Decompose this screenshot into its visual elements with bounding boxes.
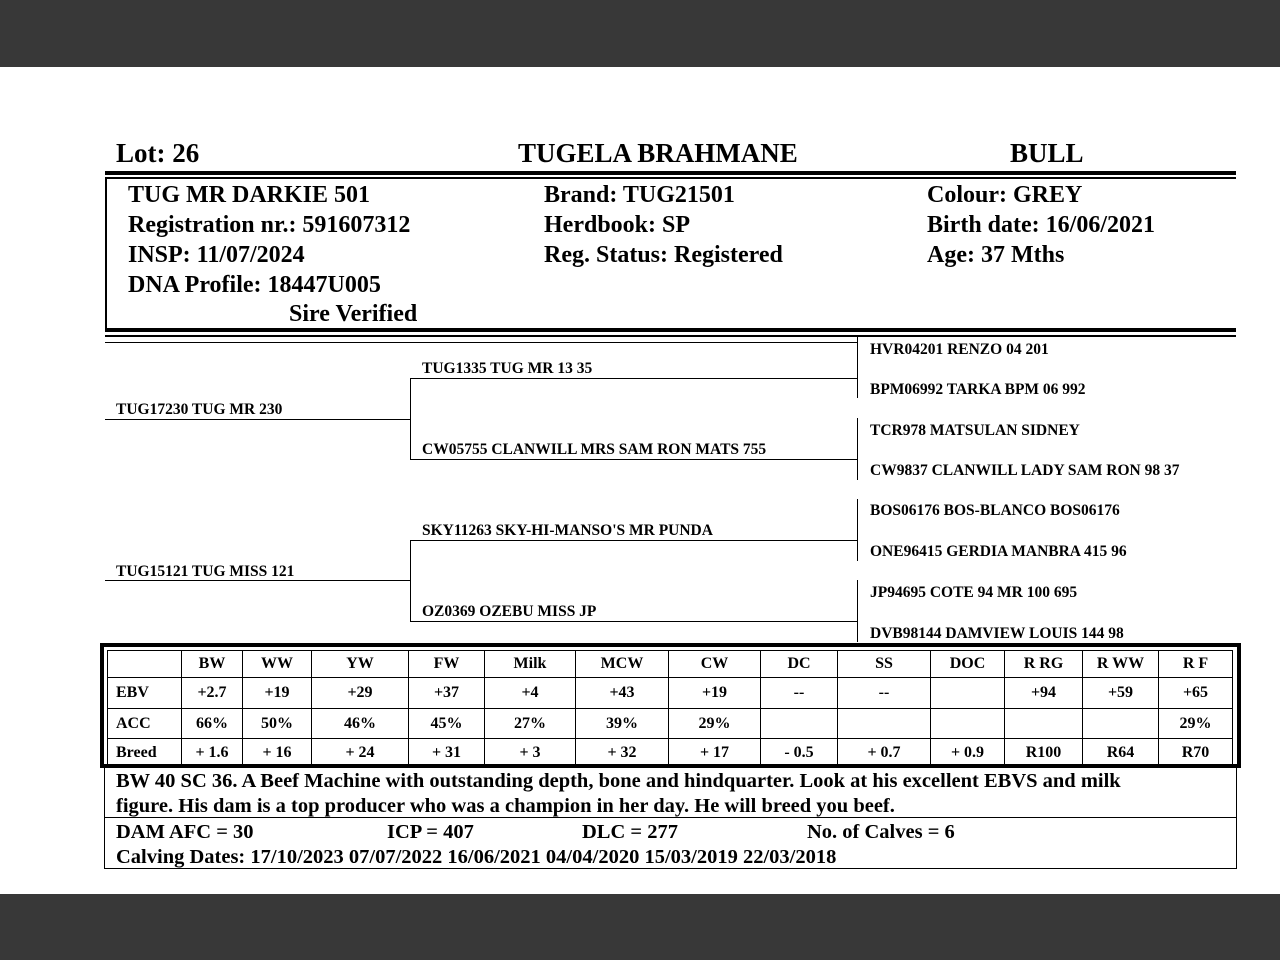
ebv-cell: +94 [1005, 678, 1083, 709]
breeder-name: TUGELA BRAHMANE [518, 138, 798, 168]
breed-cell: + 0.9 [931, 739, 1005, 768]
pedigree-top-line [105, 342, 858, 343]
row-label-ebv: EBV [108, 678, 182, 709]
info-left-border [105, 178, 107, 329]
pedigree-dam-sire: SKY11263 SKY-HI-MANSO'S MR PUNDA [422, 522, 713, 539]
acc-cell: 50% [243, 709, 312, 739]
acc-cell: 27% [485, 709, 576, 739]
dam-icp: ICP = 407 [387, 821, 474, 843]
colour: Colour: GREY [927, 182, 1083, 208]
ebv-cell: +59 [1083, 678, 1159, 709]
ebv-cell: -- [838, 678, 931, 709]
comments-line-1: BW 40 SC 36. A Beef Machine with outstanding depth, bone and hindquarter. Look at his excellent EBVS and milk [116, 770, 1121, 792]
acc-cell [931, 709, 1005, 739]
pedigree-sire-sire: TUG1335 TUG MR 13 35 [422, 360, 593, 377]
breed-cell: + 3 [485, 739, 576, 768]
age: Age: 37 Mths [927, 242, 1065, 268]
pedigree-bracket [857, 336, 858, 398]
pedigree-sire-dam: CW05755 CLANWILL MRS SAM RON MATS 755 [422, 441, 767, 458]
pedigree-dam-dam: OZ0369 OZEBU MISS JP [422, 603, 597, 620]
acc-cell: 29% [1159, 709, 1233, 739]
registration-status: Reg. Status: Registered [544, 242, 783, 268]
header-cell: CW [669, 651, 761, 678]
inspection-date: INSP: 11/07/2024 [128, 242, 305, 268]
ebv-table [107, 650, 1233, 768]
header-cell: WW [243, 651, 312, 678]
acc-cell: 66% [182, 709, 243, 739]
header-cell: Milk [485, 651, 576, 678]
ebv-cell: +4 [485, 678, 576, 709]
ebv-cell [931, 678, 1005, 709]
breed-cell: + 31 [409, 739, 485, 768]
lot-number: Lot: 26 [116, 138, 200, 168]
acc-cell: 29% [669, 709, 761, 739]
header-cell: R RG [1005, 651, 1083, 678]
pedigree-connector [410, 378, 858, 379]
ebv-cell: +2.7 [182, 678, 243, 709]
pedigree-ggp: DVB98144 DAMVIEW LOUIS 144 98 [870, 625, 1124, 642]
pedigree-connector [410, 459, 858, 460]
pedigree-bracket [857, 418, 858, 480]
pedigree-rule-thin [105, 335, 1236, 337]
pedigree-connector [410, 540, 858, 541]
pedigree-ggp: BOS06176 BOS-BLANCO BOS06176 [870, 502, 1120, 519]
ebv-cell: +43 [576, 678, 669, 709]
dam-calves: No. of Calves = 6 [807, 821, 955, 843]
header-cell: MCW [576, 651, 669, 678]
breed-cell: R100 [1005, 739, 1083, 768]
pedigree-dam: TUG15121 TUG MISS 121 [116, 563, 295, 580]
acc-cell [1083, 709, 1159, 739]
breed-cell: + 16 [243, 739, 312, 768]
ebv-cell: -- [761, 678, 838, 709]
ebv-cell: +65 [1159, 678, 1233, 709]
row-label-breed: Breed [108, 739, 182, 768]
registration-number: Registration nr.: 591607312 [128, 212, 411, 238]
pedigree-ggp: ONE96415 GERDIA MANBRA 415 96 [870, 543, 1127, 560]
acc-cell [761, 709, 838, 739]
pedigree-ggp: BPM06992 TARKA BPM 06 992 [870, 381, 1086, 398]
calving-dates: Calving Dates: 17/10/2023 07/07/2022 16/06/2021 04/04/2020 15/03/2019 22/03/2018 [116, 846, 837, 868]
pedigree-connector [410, 621, 858, 622]
header-cell: YW [312, 651, 409, 678]
dam-dlc: DLC = 277 [582, 821, 678, 843]
ebv-cell: +29 [312, 678, 409, 709]
acc-cell: 39% [576, 709, 669, 739]
acc-cell: 46% [312, 709, 409, 739]
pedigree-rule-thick [105, 328, 1236, 332]
pedigree-ggp: JP94695 COTE 94 MR 100 695 [870, 584, 1078, 601]
ebv-cell: +19 [243, 678, 312, 709]
birth-date: Birth date: 16/06/2021 [927, 212, 1155, 238]
brand: Brand: TUG21501 [544, 182, 735, 208]
pedigree-bracket [857, 580, 858, 642]
sire-verified-label: Sire Verified [289, 301, 418, 327]
header-rule-thin [105, 177, 1236, 179]
header-cell [108, 651, 182, 678]
breed-cell: R70 [1159, 739, 1233, 768]
pedigree-ggp: HVR04201 RENZO 04 201 [870, 341, 1049, 358]
header-cell: SS [838, 651, 931, 678]
pedigree-bracket [410, 540, 411, 622]
breed-cell: + 0.7 [838, 739, 931, 768]
acc-cell: 45% [409, 709, 485, 739]
animal-name: TUG MR DARKIE 501 [128, 182, 371, 208]
header-cell: DC [761, 651, 838, 678]
breed-cell: + 32 [576, 739, 669, 768]
pedigree-sire: TUG17230 TUG MR 230 [116, 401, 283, 418]
dam-afc: DAM AFC = 30 [116, 821, 254, 843]
pedigree-ggp: TCR978 MATSULAN SIDNEY [870, 422, 1080, 439]
pedigree-connector [105, 419, 411, 420]
breed-cell: - 0.5 [761, 739, 838, 768]
comments-line-2: figure. His dam is a top producer who was a champion in her day. He will breed you beef. [116, 795, 895, 817]
header-cell: BW [182, 651, 243, 678]
header-rule-thick [105, 171, 1236, 175]
pedigree-ggp: CW9837 CLANWILL LADY SAM RON 98 37 [870, 462, 1180, 479]
breed-cell: + 17 [669, 739, 761, 768]
breed-cell: R64 [1083, 739, 1159, 768]
row-label-acc: ACC [108, 709, 182, 739]
herdbook: Herdbook: SP [544, 212, 691, 238]
header-cell: R WW [1083, 651, 1159, 678]
header-cell: DOC [931, 651, 1005, 678]
acc-cell [1005, 709, 1083, 739]
acc-cell [838, 709, 931, 739]
dna-profile: DNA Profile: 18447U005 [128, 272, 381, 298]
header-cell: FW [409, 651, 485, 678]
ebv-cell: +37 [409, 678, 485, 709]
ebv-cell: +19 [669, 678, 761, 709]
breed-cell: + 24 [312, 739, 409, 768]
header-cell: R F [1159, 651, 1233, 678]
pedigree-bracket [857, 499, 858, 561]
breed-cell: + 1.6 [182, 739, 243, 768]
sex-label: BULL [1010, 138, 1084, 168]
